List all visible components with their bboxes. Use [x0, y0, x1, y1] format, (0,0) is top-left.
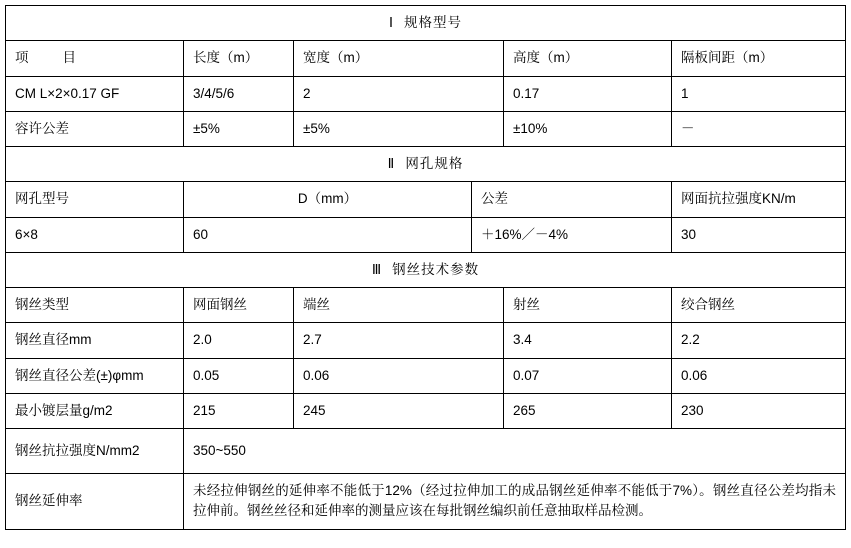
spec-data-row [6, 111, 846, 146]
wire-tensile-value: 350~550 [184, 429, 846, 474]
wire-tolerance-shoot: 0.07 [504, 358, 672, 393]
section-title-row-3 [6, 252, 846, 287]
section-number-3: Ⅲ [371, 261, 383, 277]
mesh-header-d: D（mm） [184, 182, 472, 217]
mesh-data-row [6, 217, 846, 252]
wire-coating-twist: 230 [672, 393, 846, 428]
spec-tolerance-width: ±5% [294, 111, 504, 146]
mesh-strength-value: 30 [672, 217, 846, 252]
mesh-tolerance-value: ＋16%／－4% [472, 217, 672, 252]
spec-header-row [6, 41, 846, 76]
mesh-header-tolerance: 公差 [472, 182, 672, 217]
wire-header-end-wire: 端丝 [294, 288, 504, 323]
section-number-2: Ⅱ [387, 156, 396, 171]
wire-header-row [6, 288, 846, 323]
wire-data-row [6, 393, 846, 428]
spec-header-item-left: 项 [15, 50, 29, 66]
wire-row-label-diameter-tolerance: 钢丝直径公差(±)φmm [6, 358, 184, 393]
mesh-type-value: 6×8 [6, 217, 184, 252]
spec-header-spacing: 隔板间距（m） [672, 41, 846, 76]
spec-row-label-tolerance: 容许公差 [6, 111, 184, 146]
wire-coating-mesh: 215 [184, 393, 294, 428]
section-heading-3 [6, 252, 846, 287]
wire-elongation-row [6, 474, 846, 530]
section-label-2: 网孔规格 [405, 156, 464, 171]
spec-header-item [6, 41, 184, 76]
section-title-row-1 [6, 6, 846, 41]
spec-header-width: 宽度（m） [294, 41, 504, 76]
mesh-header-row [6, 182, 846, 217]
spec-row-length: 3/4/5/6 [184, 76, 294, 111]
wire-tolerance-end: 0.06 [294, 358, 504, 393]
section-heading-2 [6, 147, 846, 182]
spec-row-label-model: CM L×2×0.17 GF [6, 76, 184, 111]
wire-header-shoot-wire: 射丝 [504, 288, 672, 323]
mesh-d-value: 60 [184, 217, 472, 252]
spec-data-row [6, 76, 846, 111]
spec-row-spacing: 1 [672, 76, 846, 111]
wire-header-twist-wire: 绞合钢丝 [672, 288, 846, 323]
wire-row-label-coating: 最小镀层量g/m2 [6, 393, 184, 428]
specification-table [5, 5, 846, 530]
wire-tolerance-mesh: 0.05 [184, 358, 294, 393]
wire-header-mesh-wire: 网面钢丝 [184, 288, 294, 323]
wire-row-label-diameter: 钢丝直径mm [6, 323, 184, 358]
spec-header-item-right: 目 [62, 50, 76, 66]
wire-elongation-value [184, 474, 846, 530]
section-number-1: Ⅰ [389, 15, 394, 30]
wire-elongation-text: 未经拉伸钢丝的延伸率不能低于12%（经过拉伸加工的成品钢丝延伸率不能低于7%）。钢丝直径公差均指未拉伸前。钢丝丝径和延伸率的测量应该在每批钢丝编织前任意抽取样品检测。 [193, 483, 837, 519]
mesh-header-type: 网孔型号 [6, 182, 184, 217]
wire-elongation-label: 钢丝延伸率 [6, 474, 184, 530]
section-label-1: 规格型号 [404, 15, 462, 30]
section-label-3: 钢丝技术参数 [392, 261, 480, 277]
wire-tensile-row [6, 429, 846, 474]
wire-diameter-end: 2.7 [294, 323, 504, 358]
wire-diameter-mesh: 2.0 [184, 323, 294, 358]
wire-header-type: 钢丝类型 [6, 288, 184, 323]
spec-row-width: 2 [294, 76, 504, 111]
wire-data-row [6, 323, 846, 358]
spec-header-height: 高度（m） [504, 41, 672, 76]
spec-tolerance-length: ±5% [184, 111, 294, 146]
wire-diameter-twist: 2.2 [672, 323, 846, 358]
spec-tolerance-spacing: － [672, 111, 846, 146]
mesh-header-strength: 网面抗拉强度KN/m [672, 182, 846, 217]
spec-row-height: 0.17 [504, 76, 672, 111]
section-heading-1 [6, 6, 846, 41]
section-title-row-2 [6, 147, 846, 182]
spec-tolerance-height: ±10% [504, 111, 672, 146]
wire-coating-end: 245 [294, 393, 504, 428]
wire-tensile-label: 钢丝抗拉强度N/mm2 [6, 429, 184, 474]
spec-header-length: 长度（m） [184, 41, 294, 76]
wire-coating-shoot: 265 [504, 393, 672, 428]
wire-diameter-shoot: 3.4 [504, 323, 672, 358]
wire-data-row [6, 358, 846, 393]
wire-tolerance-twist: 0.06 [672, 358, 846, 393]
